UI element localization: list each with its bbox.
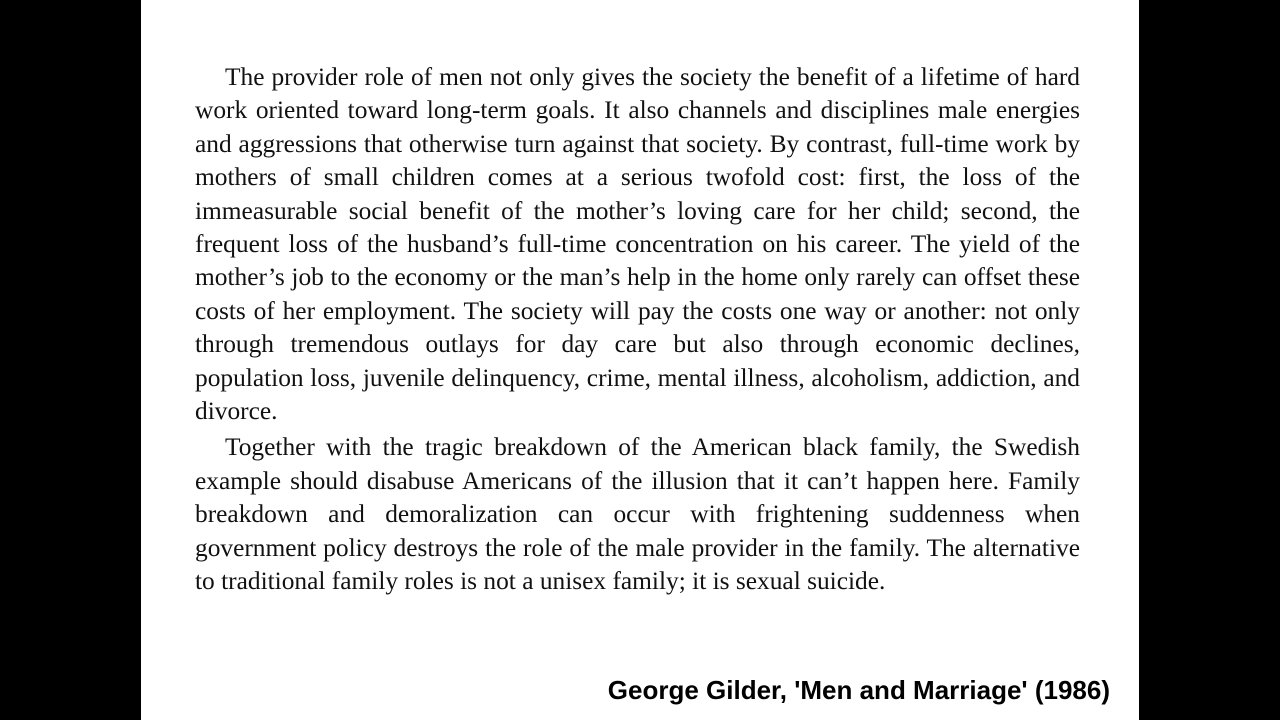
paragraph-2: Together with the tragic breakdown of the American black family, the Swedish example should disabuse Americans of the illusion that it can’t happen here. Family breakdown and demoralization can occur with frightening suddenness when government policy destroys the role of the male provider in the family. The alternative to traditional family roles is not a unisex family; it is sexual suicide. (195, 433, 1080, 596)
paragraph-1: The provider role of men not only gives the society the benefit of a lifetime of hard work oriented toward long-term goals. It also channels and disciplines male energies and aggressions that otherwise turn against that society. By contrast, full-time work by mothers of small children comes at a serious twofold cost: first, the loss of the immeasurable social benefit of the mother’s loving care for her child; second, the frequent loss of the husband’s full-time concentration on his career. The yield of the mother’s job to the economy or the man’s help in the home only rarely can offset these costs of her employment. The society will pay the costs one way or another: not only through tremendous outlays for day care but also through economic declines, population loss, juvenile delinquency, crime, mental illness, alcoholism, addiction, and divorce. (195, 63, 1080, 426)
document-page (141, 0, 1139, 720)
quote-text (195, 61, 1080, 599)
citation: George Gilder, 'Men and Marriage' (1986) (607, 675, 1110, 705)
